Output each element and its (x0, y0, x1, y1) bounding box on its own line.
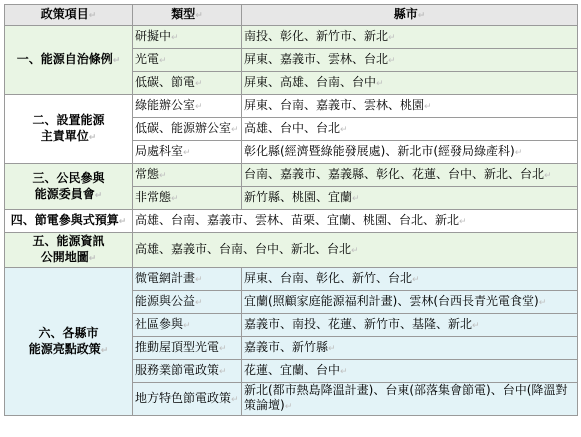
policy-item-title: 一、能源自治條例 (16, 52, 113, 66)
table-row (5, 233, 578, 268)
cell-mark-icon: ↵ (472, 320, 480, 331)
type-cell: 社區參與↵ (133, 314, 242, 337)
cell-mark-icon: ↵ (183, 320, 191, 331)
cell-mark-icon: ↵ (112, 56, 121, 66)
cities-cell: 屏東、台南、彰化、新竹、台北↵ (242, 268, 578, 291)
policy-item-title: 四、節電參與式預算 (10, 213, 119, 227)
header-type: 類型↵ (133, 5, 242, 26)
table-row (5, 95, 578, 118)
cell-mark-icon: ↵ (538, 297, 547, 308)
cell-mark-icon: ↵ (118, 217, 127, 227)
policy-item-cell (5, 268, 133, 416)
header-cities: 縣市↵ (242, 5, 578, 26)
cell-mark-icon: ↵ (388, 32, 396, 43)
cities-cell: 高雄、台中、台北↵ (242, 118, 578, 141)
cell-mark-icon: ↵ (183, 147, 191, 158)
type-cell: 局處科室↵ (133, 141, 242, 164)
cities-cell: 新竹縣、桃園、宜蘭↵ (242, 187, 578, 210)
cities-cell: 新北(都市熱島降溫計畫)、台東(部落集會節電)、台中(降溫對策論壇)↵ (242, 383, 578, 416)
cities-cell: 花蓮、宜蘭、台中↵ (242, 360, 578, 383)
type-cell: 低碳、節電↵ (133, 72, 242, 95)
cities-cell: 高雄、台南、嘉義市、雲林、苗栗、宜蘭、桃園、台北、新北↵ (133, 210, 578, 233)
cell-mark-icon: ↵ (284, 402, 293, 412)
cell-mark-icon: ↵ (231, 124, 239, 135)
table-row (5, 210, 578, 233)
cell-mark-icon: ↵ (340, 366, 348, 377)
cell-mark-icon: ↵ (376, 78, 384, 89)
cell-mark-icon: ↵ (94, 190, 103, 201)
cell-mark-icon: ↵ (459, 216, 467, 227)
policy-item-title: 主責單位 (40, 129, 89, 143)
policy-item-title: 六、各縣市 (38, 325, 99, 340)
cell-mark-icon: ↵ (219, 366, 227, 377)
cell-mark-icon: ↵ (328, 343, 336, 354)
cell-mark-icon: ↵ (219, 343, 227, 354)
type-cell: 光電↵ (133, 49, 242, 72)
cities-cell: 高雄、嘉義市、台南、台中、新北、台北↵ (133, 233, 578, 268)
cities-cell: 屏東、嘉義市、雲林、台北↵ (242, 49, 578, 72)
cell-mark-icon: ↵ (544, 170, 552, 181)
cell-mark-icon: ↵ (514, 147, 523, 158)
policy-item-title: 三、公民參與 (32, 170, 105, 185)
policy-item-title: 公開地圖 (40, 250, 89, 264)
cell-mark-icon: ↵ (88, 10, 97, 21)
type-cell: 研擬中↵ (133, 26, 242, 49)
cell-mark-icon: ↵ (159, 55, 167, 66)
type-cell: 服務業節電政策↵ (133, 360, 242, 383)
cell-mark-icon: ↵ (195, 78, 203, 89)
policy-item-cell (5, 233, 133, 268)
cities-cell: 南投、彰化、新竹市、新北↵ (242, 26, 578, 49)
cell-mark-icon: ↵ (88, 254, 97, 264)
table-row (5, 268, 578, 291)
type-cell: 推動屋頂型光電↵ (133, 337, 242, 360)
type-cell: 綠能辦公室↵ (133, 95, 242, 118)
cell-mark-icon: ↵ (195, 10, 203, 21)
policy-item-title: 二、設置能源 (32, 113, 105, 127)
cell-mark-icon: ↵ (231, 394, 239, 405)
cities-cell: 彰化縣(經濟暨綠能發展處)、新北市(經發局綠產科)↵ (242, 141, 578, 164)
policy-item-cell (5, 210, 133, 233)
table-row (5, 164, 578, 187)
type-cell: 常態↵ (133, 164, 242, 187)
policy-item-cell (5, 164, 133, 210)
policy-item-title: 能源委員會 (34, 186, 95, 201)
type-cell: 低碳、能源辦公室↵ (133, 118, 242, 141)
policy-item-cell (5, 95, 133, 164)
header-row (5, 5, 578, 26)
cities-cell: 嘉義市、南投、花蓮、新竹市、基隆、新北↵ (242, 314, 578, 337)
policy-item-cell (5, 26, 133, 95)
type-cell: 地方特色節電政策↵ (133, 383, 242, 416)
policy-table (4, 4, 578, 416)
cell-mark-icon: ↵ (195, 297, 203, 308)
cell-mark-icon: ↵ (352, 193, 360, 204)
cell-mark-icon: ↵ (171, 32, 179, 43)
cell-mark-icon: ↵ (351, 245, 359, 256)
cell-mark-icon: ↵ (88, 133, 97, 143)
policy-item-title: 五、能源資訊 (32, 234, 105, 248)
cities-cell: 宜蘭(照顧家庭能源福利計畫)、雲林(台西長青光電食堂)↵ (242, 291, 578, 314)
type-cell: 非常態↵ (133, 187, 242, 210)
cell-mark-icon: ↵ (417, 10, 426, 21)
cities-cell: 屏東、台南、嘉義市、雲林、桃園↵ (242, 95, 578, 118)
cell-mark-icon: ↵ (388, 55, 396, 66)
cell-mark-icon: ↵ (100, 345, 109, 356)
header-policy: 政策項目↵ (5, 5, 133, 26)
cell-mark-icon: ↵ (424, 101, 432, 112)
type-cell: 微電網計畫↵ (133, 268, 242, 291)
type-cell: 能源與公益↵ (133, 291, 242, 314)
cell-mark-icon: ↵ (159, 170, 167, 181)
cell-mark-icon: ↵ (195, 274, 203, 285)
cell-mark-icon: ↵ (412, 274, 420, 285)
cell-mark-icon: ↵ (171, 193, 179, 204)
table-row (5, 26, 578, 49)
cities-cell: 嘉義市、新竹縣↵ (242, 337, 578, 360)
cities-cell: 台南、嘉義市、嘉義縣、彰化、花蓮、台中、新北、台北↵ (242, 164, 578, 187)
cities-cell: 屏東、高雄、台南、台中↵ (242, 72, 578, 95)
policy-item-title: 能源亮點政策 (28, 341, 101, 356)
cell-mark-icon: ↵ (195, 101, 203, 112)
cell-mark-icon: ↵ (340, 124, 348, 135)
